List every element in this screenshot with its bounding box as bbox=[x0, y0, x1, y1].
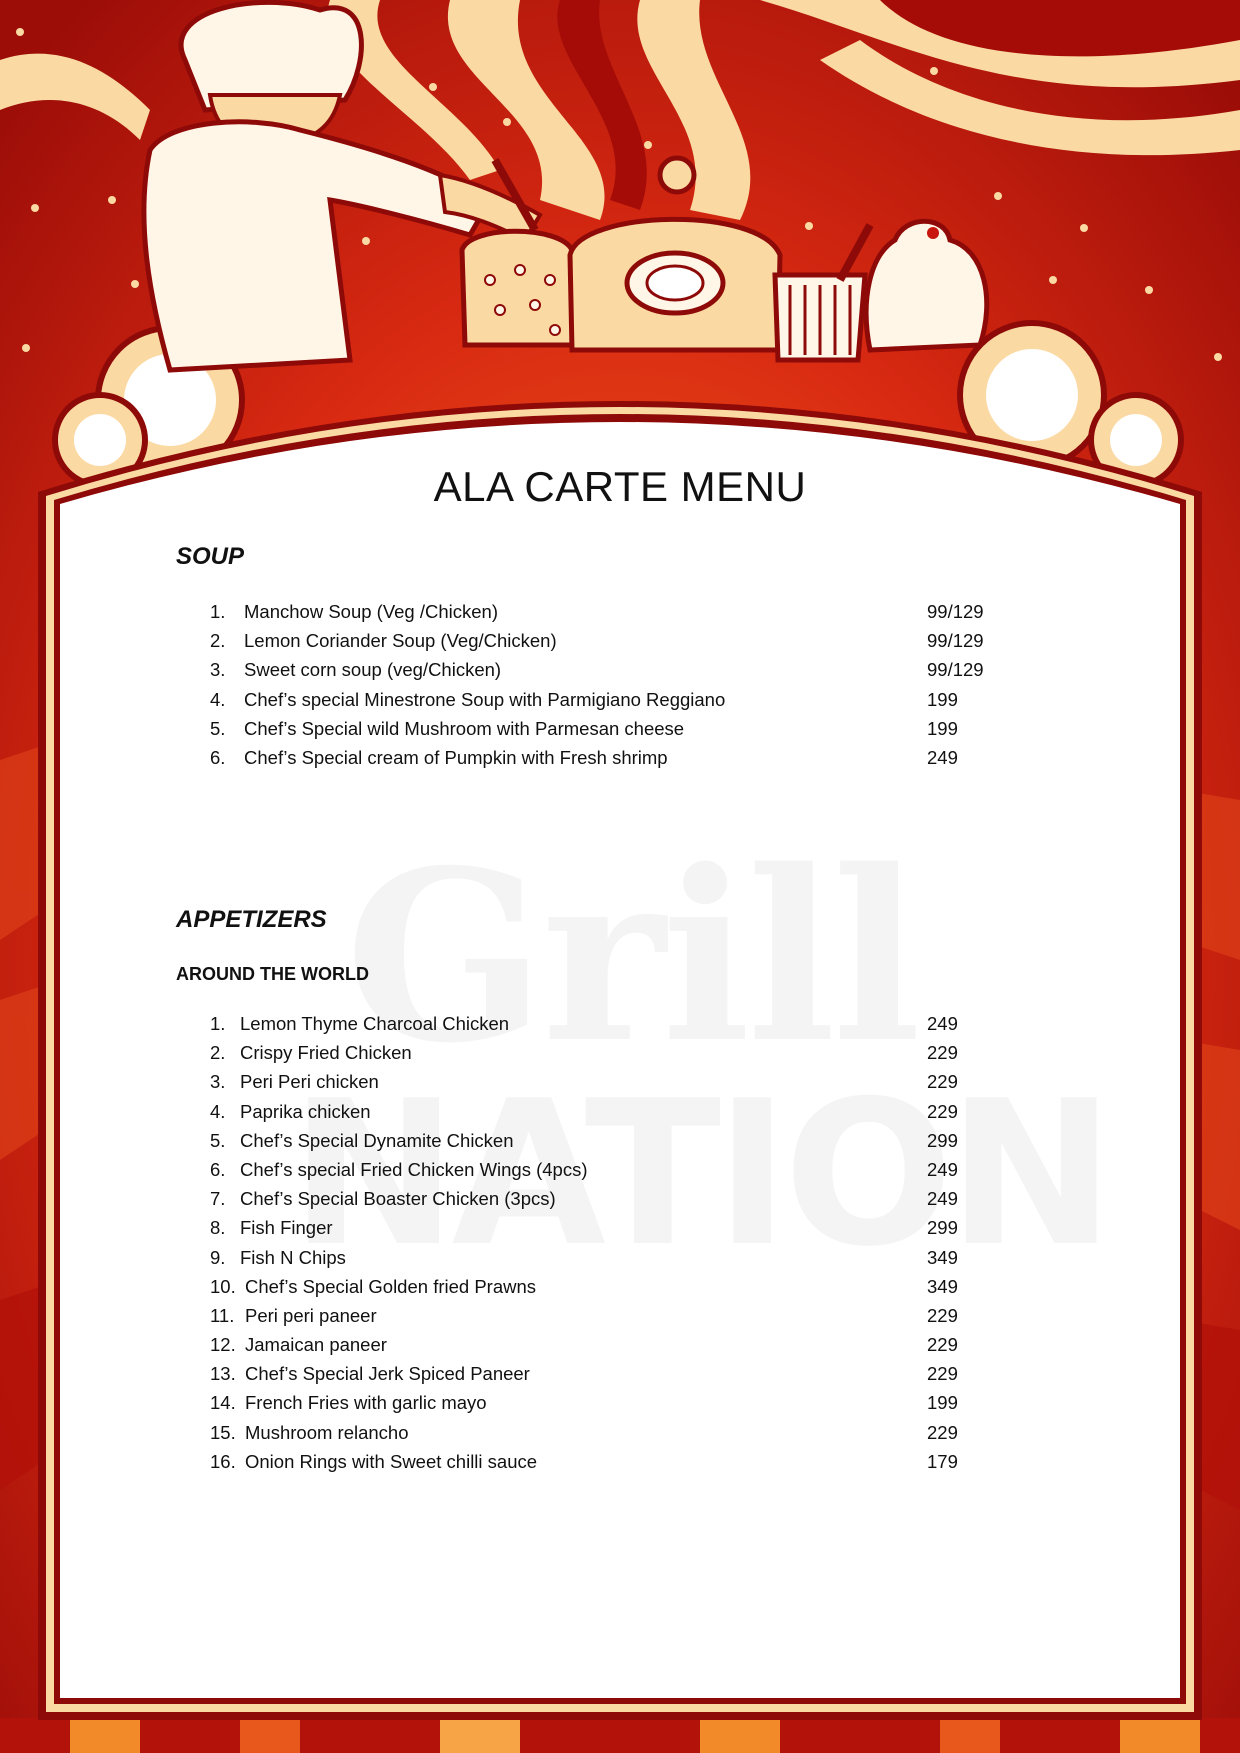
item-number: 7. bbox=[210, 1188, 226, 1210]
menu-item bbox=[0, 655, 1240, 684]
item-price: 349 bbox=[927, 1275, 958, 1297]
item-price: 299 bbox=[927, 1129, 958, 1151]
item-name: Chef’s Special cream of Pumpkin with Fresh shrimp bbox=[244, 746, 668, 768]
around-the-world-subheading: AROUND THE WORLD bbox=[176, 964, 369, 984]
menu-item bbox=[0, 714, 1240, 743]
menu-item bbox=[0, 1301, 1240, 1330]
item-name: Lemon Coriander Soup (Veg/Chicken) bbox=[244, 630, 557, 652]
item-name: Chef’s Special Jerk Spiced Paneer bbox=[245, 1363, 530, 1385]
item-name: Fish N Chips bbox=[240, 1246, 346, 1268]
item-name: Onion Rings with Sweet chilli sauce bbox=[245, 1450, 538, 1472]
menu-item bbox=[0, 743, 1240, 772]
menu-item bbox=[0, 1388, 1240, 1417]
menu-item bbox=[0, 1097, 1240, 1126]
item-number: 2. bbox=[210, 630, 226, 652]
menu-item bbox=[0, 1330, 1240, 1359]
item-number: 3. bbox=[210, 659, 226, 681]
menu-item bbox=[0, 1038, 1240, 1067]
menu-item bbox=[0, 1009, 1240, 1038]
item-number: 13. bbox=[210, 1363, 236, 1385]
item-number: 12. bbox=[210, 1334, 236, 1356]
menu-item bbox=[0, 1155, 1240, 1184]
item-name: Chef’s special Fried Chicken Wings (4pcs) bbox=[240, 1158, 588, 1180]
item-number: 6. bbox=[210, 746, 226, 768]
item-number: 5. bbox=[210, 717, 226, 739]
appetizers-heading: APPETIZERS bbox=[176, 906, 327, 933]
item-price: 299 bbox=[927, 1217, 958, 1239]
item-number: 1. bbox=[210, 601, 226, 622]
item-name: Chef’s Special Boaster Chicken (3pcs) bbox=[240, 1188, 556, 1210]
item-price: 179 bbox=[927, 1450, 958, 1472]
item-price: 99/129 bbox=[927, 601, 984, 622]
item-price: 229 bbox=[927, 1363, 958, 1385]
item-price: 349 bbox=[927, 1246, 958, 1268]
item-name: Peri Peri chicken bbox=[240, 1071, 379, 1093]
item-number: 16. bbox=[210, 1450, 236, 1472]
menu-item bbox=[0, 1272, 1240, 1301]
item-number: 1. bbox=[210, 1013, 226, 1034]
item-name: Manchow Soup (Veg /Chicken) bbox=[244, 601, 498, 622]
item-price: 249 bbox=[927, 1188, 958, 1210]
item-name: Chef’s special Minestrone Soup with Parmigiano Reggiano bbox=[244, 688, 726, 710]
item-name: Chef’s Special Golden fried Prawns bbox=[245, 1275, 537, 1297]
item-number: 3. bbox=[210, 1071, 226, 1093]
item-price: 199 bbox=[927, 1392, 958, 1414]
soup-list bbox=[0, 597, 1240, 772]
item-name: French Fries with garlic mayo bbox=[245, 1392, 487, 1414]
page-title: ALA CARTE MENU bbox=[433, 463, 807, 510]
item-number: 9. bbox=[210, 1246, 226, 1268]
menu-item bbox=[0, 1184, 1240, 1213]
item-number: 14. bbox=[210, 1392, 236, 1414]
menu-item bbox=[0, 597, 1240, 626]
item-number: 2. bbox=[210, 1042, 226, 1064]
item-price: 229 bbox=[927, 1042, 958, 1064]
item-number: 15. bbox=[210, 1421, 236, 1443]
item-price: 249 bbox=[927, 746, 958, 768]
item-number: 8. bbox=[210, 1217, 226, 1239]
menu-item bbox=[0, 626, 1240, 655]
menu-item bbox=[0, 685, 1240, 714]
menu-item bbox=[0, 1418, 1240, 1447]
item-name: Mushroom relancho bbox=[245, 1421, 409, 1443]
item-number: 11. bbox=[210, 1304, 235, 1326]
item-name: Fish Finger bbox=[240, 1217, 333, 1239]
menu-item bbox=[0, 1359, 1240, 1388]
item-name: Lemon Thyme Charcoal Chicken bbox=[240, 1013, 510, 1034]
menu-item bbox=[0, 1447, 1240, 1476]
item-number: 10. bbox=[210, 1275, 236, 1297]
menu-item bbox=[0, 1126, 1240, 1155]
item-price: 249 bbox=[927, 1158, 958, 1180]
item-price: 99/129 bbox=[927, 659, 984, 681]
item-price: 249 bbox=[927, 1013, 958, 1034]
item-price: 199 bbox=[927, 717, 958, 739]
item-name: Paprika chicken bbox=[240, 1100, 371, 1122]
item-price: 99/129 bbox=[927, 630, 984, 652]
item-price: 229 bbox=[927, 1100, 958, 1122]
menu-item bbox=[0, 1067, 1240, 1096]
item-number: 5. bbox=[210, 1129, 226, 1151]
item-name: Peri peri paneer bbox=[245, 1304, 377, 1326]
item-name: Chef’s Special Dynamite Chicken bbox=[240, 1129, 514, 1151]
item-price: 229 bbox=[927, 1421, 958, 1443]
item-price: 229 bbox=[927, 1334, 958, 1356]
item-name: Chef’s Special wild Mushroom with Parmesan cheese bbox=[244, 717, 685, 739]
item-number: 4. bbox=[210, 1100, 226, 1122]
menu-item bbox=[0, 1243, 1240, 1272]
item-name: Jamaican paneer bbox=[245, 1334, 387, 1356]
item-price: 199 bbox=[927, 688, 958, 710]
appetizers-list bbox=[0, 1009, 1240, 1476]
item-name: Crispy Fried Chicken bbox=[240, 1042, 412, 1064]
item-name: Sweet corn soup (veg/Chicken) bbox=[244, 659, 502, 681]
item-price: 229 bbox=[927, 1304, 958, 1326]
item-price: 229 bbox=[927, 1071, 958, 1093]
menu-item bbox=[0, 1213, 1240, 1242]
item-number: 4. bbox=[210, 688, 226, 710]
soup-heading: SOUP bbox=[176, 543, 245, 570]
item-number: 6. bbox=[210, 1158, 226, 1180]
